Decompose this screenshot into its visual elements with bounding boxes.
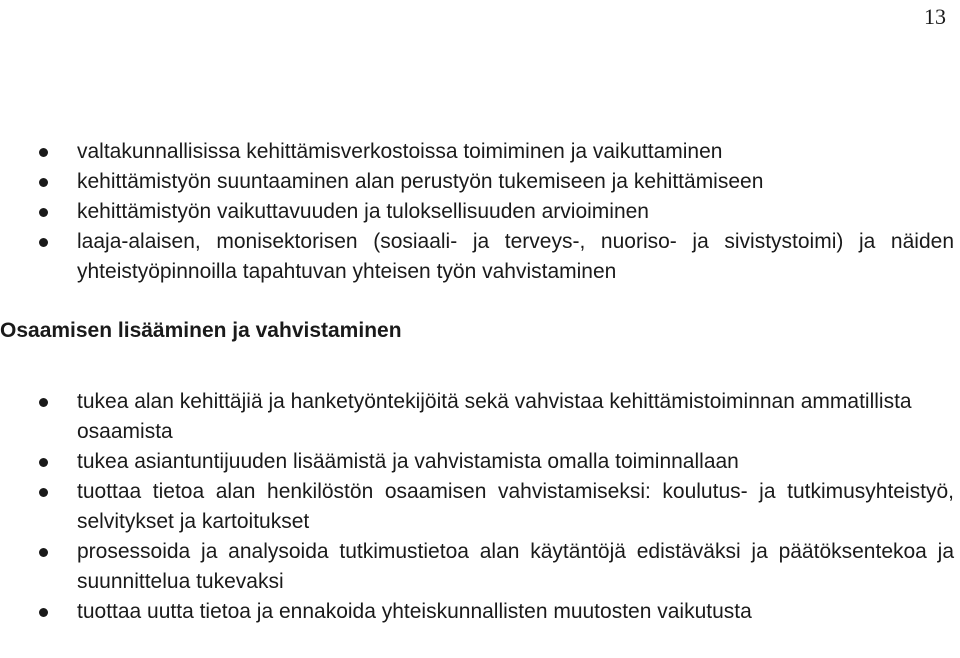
list-item [0, 167, 960, 197]
list-item [0, 387, 960, 447]
bullet-icon [39, 608, 48, 617]
bullet-icon [39, 148, 48, 157]
bullet-icon [39, 458, 48, 467]
bullet-icon [39, 548, 48, 557]
list-item [0, 227, 960, 287]
list-item [0, 597, 960, 627]
list-item-text: tuottaa tietoa alan henkilöstön osaamisen vahvistamiseksi: koulutus- ja tutkimusyhteistyö, selvitykset ja kartoitukset [77, 480, 954, 533]
list-item-text: valtakunnallisissa kehittämisverkostoissa toimiminen ja vaikuttaminen [77, 140, 723, 163]
list-item-text: kehittämistyön vaikuttavuuden ja tuloksellisuuden arvioiminen [77, 200, 649, 223]
list-item [0, 447, 960, 477]
list-item-text: tukea asiantuntijuuden lisäämistä ja vahvistamista omalla toiminnallaan [77, 450, 739, 473]
section-heading: Osaamisen lisääminen ja vahvistaminen [0, 319, 402, 342]
list-item [0, 197, 960, 227]
list-item [0, 537, 960, 597]
bullet-icon [39, 208, 48, 217]
list-item-text: tukea alan kehittäjiä ja hanketyöntekijöitä sekä vahvistaa kehittämistoiminnan ammatillista osaamista [77, 390, 912, 443]
list-item-text: tuottaa uutta tietoa ja ennakoida yhteiskunnallisten muutosten vaikutusta [77, 600, 752, 623]
page-number: 13 [924, 4, 946, 29]
bullet-icon [39, 178, 48, 187]
bullet-icon [39, 488, 48, 497]
list-item [0, 477, 960, 537]
list-item-text: laaja-alaisen, monisektorisen (sosiaali- ja terveys-, nuoriso- ja sivistystoimi) ja näiden yhteistyöpinnoilla tapahtuvan yhteisen työn vahvistaminen [77, 230, 954, 283]
bullet-icon [39, 398, 48, 407]
list-item-text: kehittämistyön suuntaaminen alan perustyön tukemiseen ja kehittämiseen [77, 170, 764, 193]
list-item-text: prosessoida ja analysoida tutkimustietoa alan käytäntöjä edistäväksi ja päätöksentekoa ja suunnittelua tukevaksi [77, 540, 954, 593]
bullet-icon [39, 238, 48, 247]
list-item [0, 137, 960, 167]
bullet-list-development [0, 137, 960, 287]
bullet-list-competence [0, 387, 960, 627]
